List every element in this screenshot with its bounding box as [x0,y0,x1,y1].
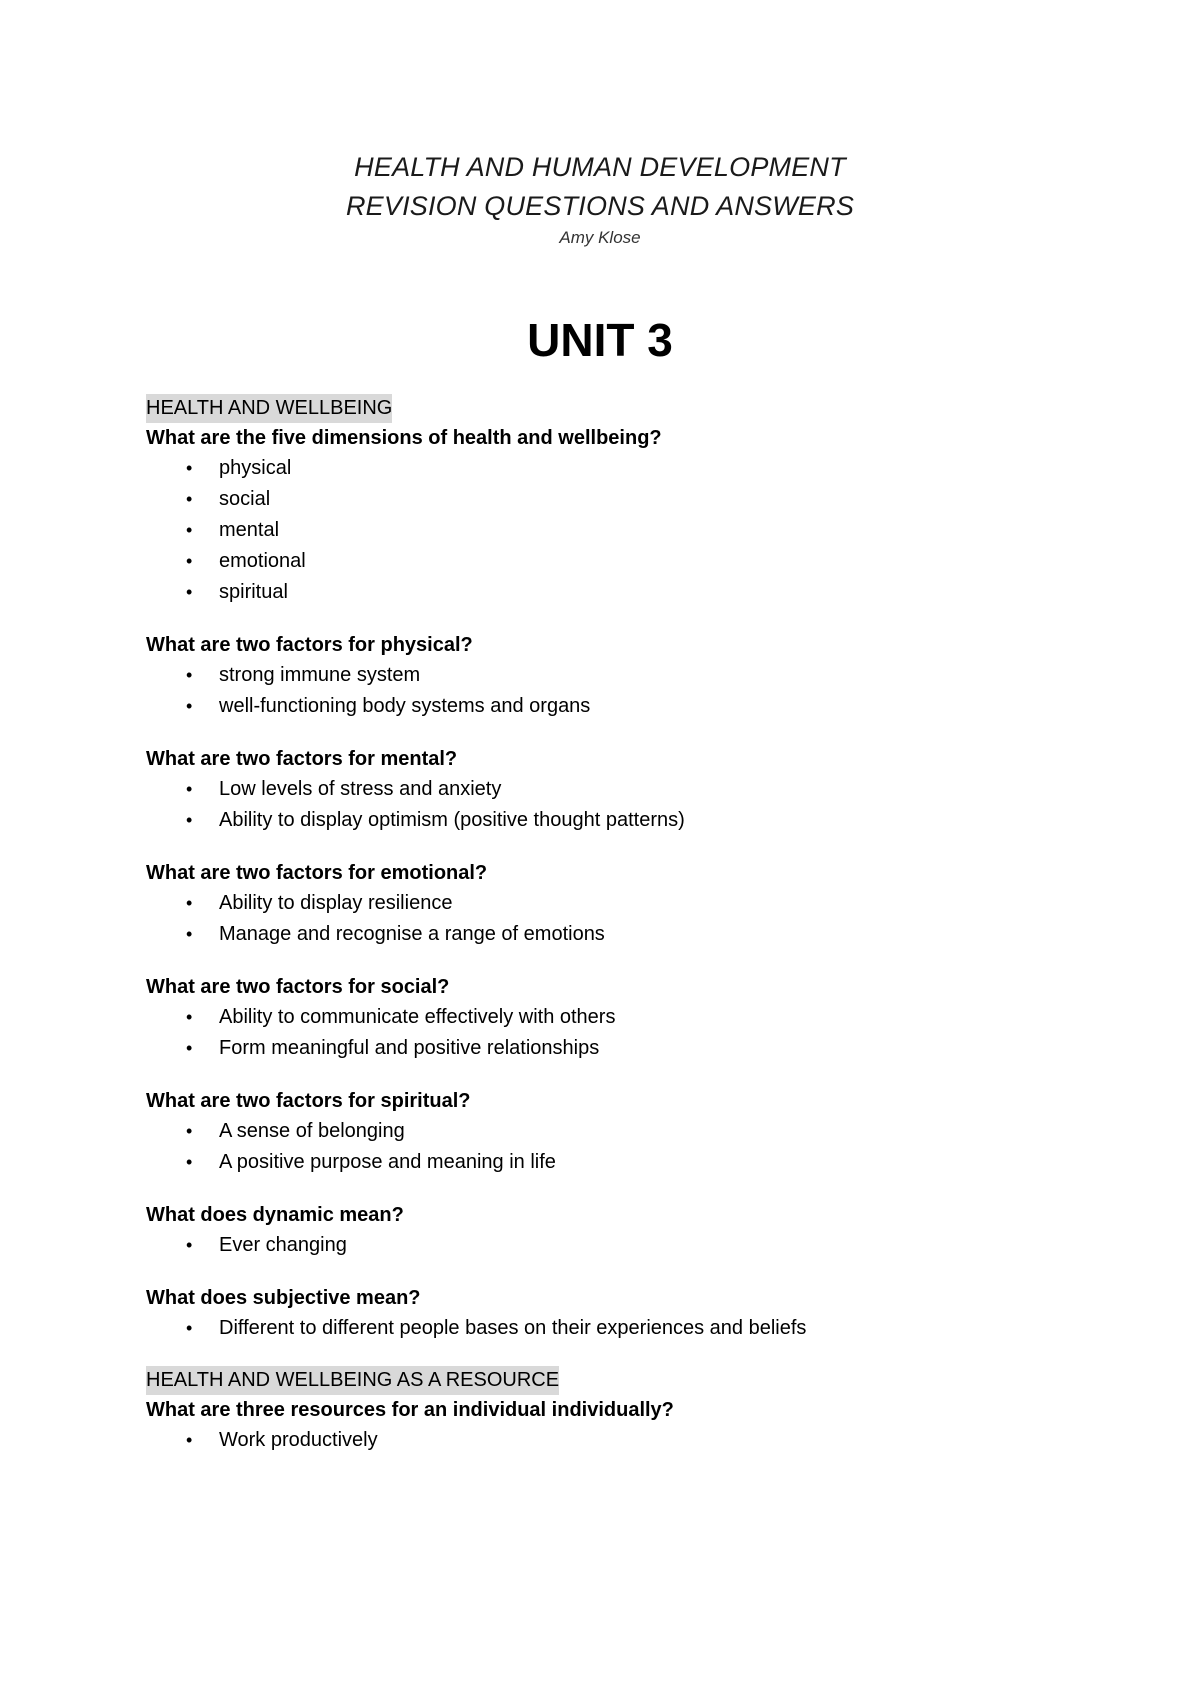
bullet-icon: • [186,551,193,571]
answer-text: Work productively [219,1429,378,1451]
answer-item [146,774,1080,805]
section [146,394,1080,1344]
bullet-icon: • [186,582,193,602]
answer-item [146,577,1080,608]
bullet-icon: • [186,1152,193,1172]
question: What are three resources for an individual individually? [146,1399,674,1421]
question: What are two factors for physical? [146,634,473,656]
answer-item [146,1313,1080,1344]
answer-item [146,1002,1080,1033]
answer-list [146,660,1080,722]
bullet-icon: • [186,1038,193,1058]
answer-text: A sense of belonging [219,1120,405,1142]
question: What are the five dimensions of health and wellbeing? [146,427,662,449]
answer-item [146,1425,1080,1456]
answer-text: A positive purpose and meaning in life [219,1151,556,1173]
answer-item [146,1116,1080,1147]
question-block [146,1283,1080,1344]
answer-item [146,1147,1080,1178]
bullet-icon: • [186,924,193,944]
answer-text: spiritual [219,581,288,603]
question: What are two factors for social? [146,976,450,998]
answer-item [146,919,1080,950]
answer-text: well-functioning body systems and organs [219,695,591,717]
bullet-icon: • [186,1235,193,1255]
question-block [146,423,1080,608]
answer-list [146,1002,1080,1064]
answer-item [146,888,1080,919]
answer-text: social [219,488,271,510]
question-block [146,630,1080,722]
answer-list [146,774,1080,836]
answer-list [146,1230,1080,1261]
answer-text: Low levels of stress and anxiety [219,778,502,800]
bullet-icon: • [186,458,193,478]
answer-text: physical [219,457,292,479]
answer-list [146,888,1080,950]
bullet-icon: • [186,520,193,540]
answer-item [146,1230,1080,1261]
answer-text: Ability to display optimism (positive thought patterns) [219,809,685,831]
answer-text: Form meaningful and positive relationships [219,1037,600,1059]
answer-text: mental [219,519,280,541]
answer-item [146,805,1080,836]
bullet-icon: • [186,779,193,799]
section-heading: HEALTH AND WELLBEING [146,394,392,423]
bullet-icon: • [186,1318,193,1338]
answer-item [146,515,1080,546]
answer-item [146,546,1080,577]
bullet-icon: • [186,1430,193,1450]
bullet-icon: • [186,893,193,913]
answer-item [146,660,1080,691]
document-header [120,148,1080,250]
bullet-icon: • [186,1007,193,1027]
answer-item [146,453,1080,484]
unit-title: UNIT 3 [527,314,673,366]
answer-text: Ever changing [219,1234,347,1256]
answer-list [146,1313,1080,1344]
question-block [146,744,1080,836]
answer-item [146,691,1080,722]
question-block [146,1086,1080,1178]
answer-text: strong immune system [219,664,421,686]
answer-list [146,1425,1080,1456]
answer-text: emotional [219,550,306,572]
bullet-icon: • [186,1121,193,1141]
answer-item [146,484,1080,515]
bullet-icon: • [186,665,193,685]
section-heading: HEALTH AND WELLBEING AS A RESOURCE [146,1366,559,1395]
answer-text: Ability to communicate effectively with others [219,1006,616,1028]
question: What does subjective mean? [146,1287,421,1309]
question: What does dynamic mean? [146,1204,404,1226]
document-title: HEALTH AND HUMAN DEVELOPMENT [354,152,846,182]
document-author: Amy Klose [559,228,641,247]
answer-item [146,1033,1080,1064]
answer-text: Different to different people bases on their experiences and beliefs [219,1317,807,1339]
question: What are two factors for spiritual? [146,1090,471,1112]
section-heading-row [146,1366,1080,1395]
document-subtitle: REVISION QUESTIONS AND ANSWERS [345,191,855,221]
question: What are two factors for emotional? [146,862,488,884]
answer-text: Manage and recognise a range of emotions [219,923,605,945]
question-block [146,972,1080,1064]
question-block [146,1395,1080,1456]
answer-text: Ability to display resilience [219,892,453,914]
question: What are two factors for mental? [146,748,458,770]
bullet-icon: • [186,489,193,509]
bullet-icon: • [186,810,193,830]
section [146,1366,1080,1456]
sections-container [146,394,1080,1456]
bullet-icon: • [186,696,193,716]
question-block [146,1200,1080,1261]
answer-list [146,453,1080,608]
question-block [146,858,1080,950]
section-heading-row [146,394,1080,423]
answer-list [146,1116,1080,1178]
